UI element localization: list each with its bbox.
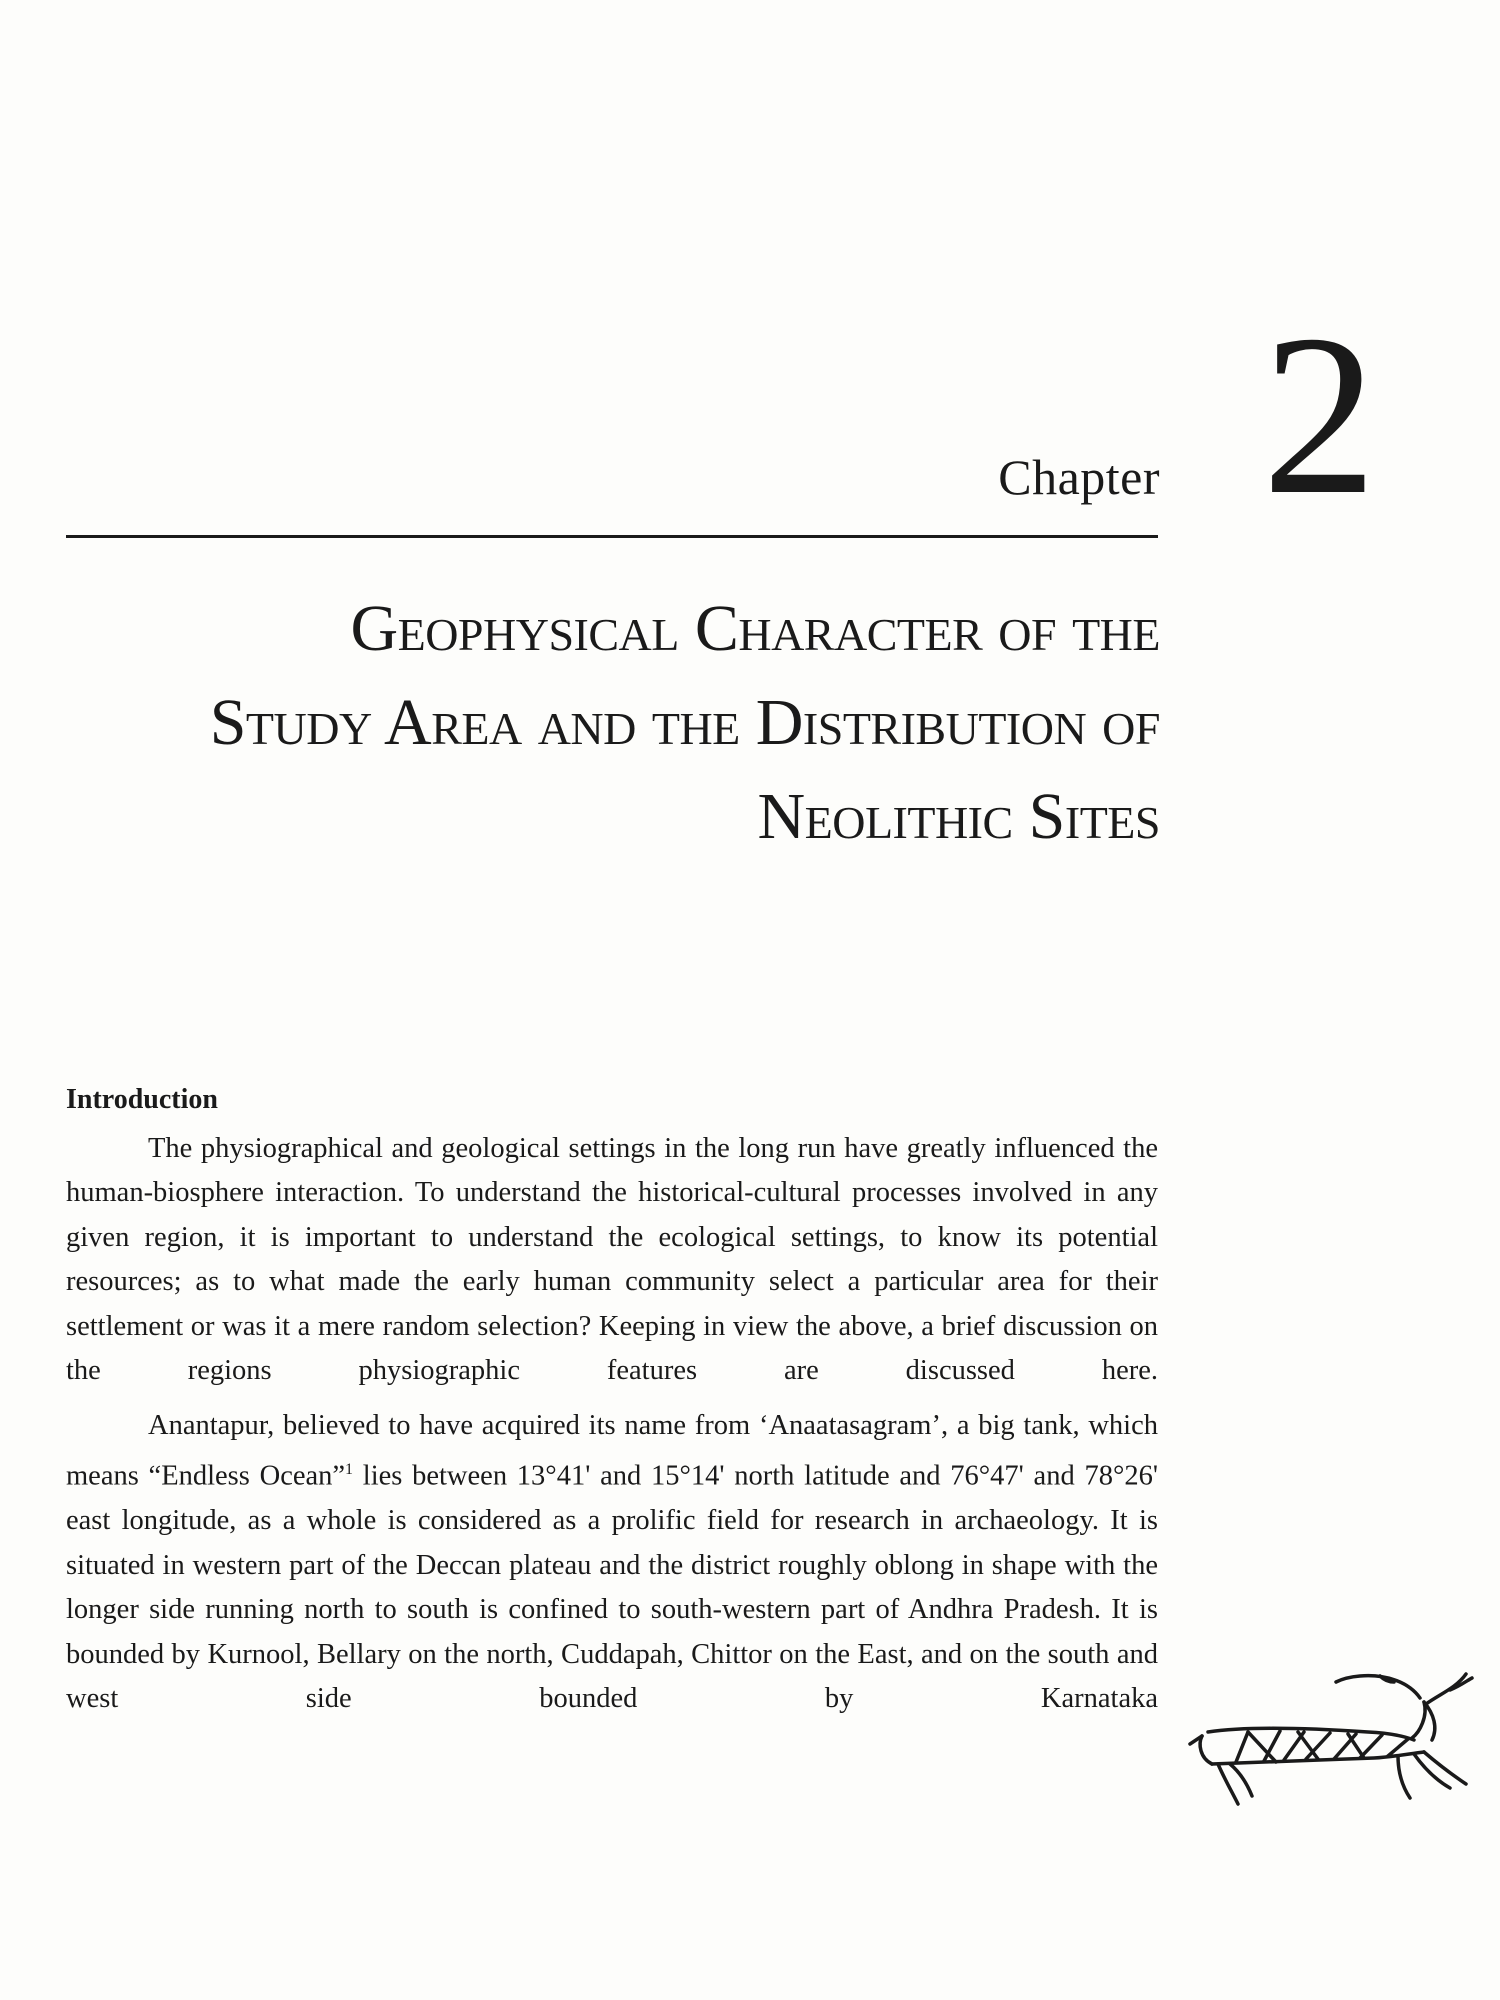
chapter-body [66, 1078, 1158, 1732]
chapter-title-line-2: Study Area and the Distribution of [209, 686, 1160, 759]
paragraph-2 [66, 1404, 1158, 1722]
paragraph-1: The physiographical and geological settings in the long run have greatly influenced the human-biosphere interaction. To understand the historical-cultural processes involved in any given region, it is important to understand the ecological settings, to know its potential resources; as to what made the early human community select a particular area for their settlement or was it a mere random selection? Keeping in view the above, a brief discussion on the regions physiographic features are discussed here. [66, 1132, 1158, 1386]
paragraph-2-text-start: Anantapur, believed to have acquired its name from ‘Anaatasagram’, a big tank, which means “Endless Ocean” [66, 1409, 1158, 1492]
chapter-title-line-1: Geophysical Character of the [350, 592, 1160, 665]
chapter-label: Chapter [998, 449, 1160, 505]
chapter-rule-divider [66, 535, 1158, 538]
footnote-marker: 1 [345, 1461, 354, 1478]
rock-art-animal-icon [1188, 1636, 1480, 1808]
paragraph-2-text-end: lies between 13°41' and 15°14' north latitude and 76°47' and 78°26' east longitude, as a whole is considered as a prolific field for research in archaeology. It is situated in western part of the Deccan plateau and the district roughly oblong in shape with the longer side running north to south is confined to south-western part of Andhra Pradesh. It is bounded by Kurnool, Bellary on the north, Cuddapah, Chittor on the East, and on the south and west side bounded by Karnataka [66, 1460, 1158, 1714]
chapter-number: 2 [1262, 287, 1377, 542]
section-heading: Introduction [66, 1084, 218, 1115]
chapter-title-line-3: Neolithic Sites [757, 780, 1160, 853]
chapter-title [60, 582, 1160, 864]
